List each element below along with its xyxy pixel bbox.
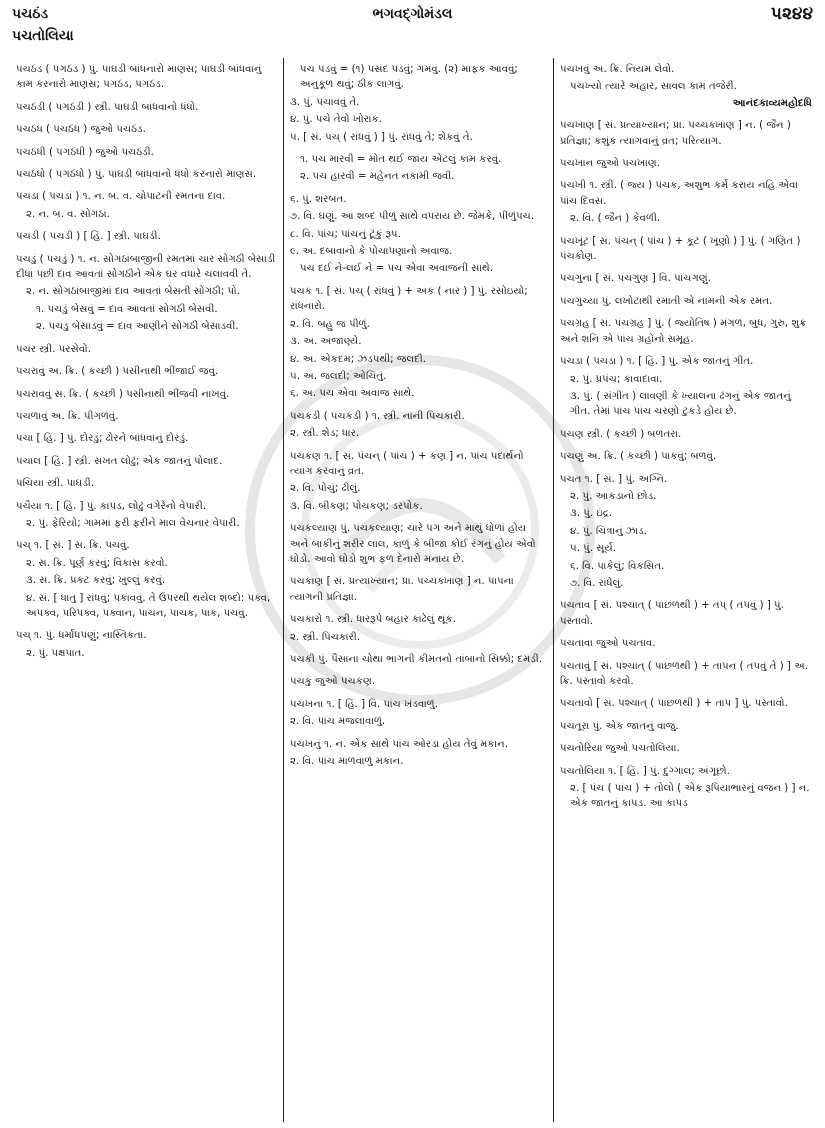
dictionary-entry: ૨. પું. ફેરિયો; ગામમાં ફરી ફરીને માલ વેચનાર વેપારી. (26, 517, 240, 529)
dictionary-entry: પચરાવું અ. ક્રિ. ( કચ્છી ) પસીનાથી ભીંજાઈ જવું. (16, 366, 219, 378)
column-1 (10, 58, 283, 1122)
dictionary-entry: પચતાવું [ સં. પશ્ચાત્ ( પાછળથી ) + તાપન ( તપવું તે ) ] અ. ક્રિ. પસ્તાવો કરવો. (560, 660, 809, 687)
dictionary-entry: પચણ સ્ત્રી. ( કચ્છી ) બળતરા. (560, 428, 682, 440)
dictionary-entry: પચગ્રહ [ સં. પંચગ્રહ ] પું. ( જ્યોતિષ ) મંગળ, બુધ, ગુરુ, શુક્ર અને શનિ એ પાંચ ગ્રહોનો સમૂહ. (560, 318, 807, 345)
dictionary-entry: પચરાવવું સ. ક્રિ. ( કચ્છી ) પસીનાથી ભીંજવી નાખવું. (16, 388, 230, 400)
dictionary-entry: પચખવું અ. ક્રિ. નિયમ લેવો. (560, 64, 675, 75)
dictionary-entry: પચઠંડ ( પગઠંડ ) પું. પાઘડી બાંધનારો માણસ; પાઘડી બાંધવાનું કામ કરનારો માણસ; પગઠંડ, પગઠંડ. (16, 64, 262, 91)
dictionary-entry: ૭. વિ. ઘણું. આ શબ્દ પીળું સાથે વપરાય છે. જેમકે, પીળુંપચ. (290, 211, 535, 223)
dictionary-entry: પચતૂરા પું. એક જાતનું વાજું. (560, 720, 679, 732)
dictionary-entry: પચકલ્યાણ પું. પંચકલ્યાણ; ચારે પગ અને માથું ધોળાં હોય અને બાકીનું શરીર લાલ, કાળું કે બીજા કોઈ રંગનું હોય એવો ઘોડો. આવો ઘોડો શુભ ફળ દેનારો મનાય છે. (290, 523, 536, 565)
dictionary-entry: પચકણ ૧. [ સં. પંચન્ ( પાંચ ) + કણ ] ન. પાંચ પદાર્થનો ત્યાગ કરવાનું વ્રત. (290, 450, 524, 477)
dictionary-entry: પચખૂંટ [ સં. પંચન્ ( પાંચ ) + કૂટ ( ખૂણો ) ] પું. ( ગણિત ) પંચકોણ. (560, 235, 801, 263)
dictionary-entry: પચણું અ. ક્રિ. ( કચ્છી ) પાકવું; બળવું. (560, 451, 717, 463)
dictionary-entry: પચકડી ( પચકડી ) ૧. સ્ત્રી. નાની પિચકારી. (290, 410, 465, 422)
dictionary-entry: પચતોરિયા જુઓ પચતોલિયા. (560, 743, 680, 755)
dictionary-entry: ૩. પું. ( સંગીત ) લાવણી કે ખ્યાલના ઢંગનું એક જાતનું ગીત. તેમાં પાંચ પાંચ ચરણો ટુકડે હોય છે. (570, 390, 791, 418)
header-book-title: ભગવદ્ગોમંડલ (372, 6, 453, 22)
dictionary-entry: ૭. વિ. રાંધેલું. (570, 577, 624, 589)
dictionary-entry: ૬. વિ. પાકેલું; વિકસિત. (570, 560, 665, 572)
dictionary-entry: ૨. પું. આકડાનો છોડ. (570, 490, 657, 502)
dictionary-entry: ૨. ન. સોગઠાંબાજીમાં દાવ આવતાં બેસતી સોગઠી; પો. (26, 286, 240, 298)
dictionary-entry: પચ્ ૧. પું. ધર્માંધપણું; નાસ્તિકતા. (16, 630, 147, 642)
dictionary-columns (10, 58, 818, 1122)
dictionary-entry: ૪. પું. પચે તેવો ખોરાક. (290, 114, 382, 126)
dictionary-entry: ૧. પચડું બેસવું = દાવ આવતાં સોગઠી બેસવી. (36, 303, 218, 315)
dictionary-entry: પચતાવા જુઓ પચતાવ. (560, 638, 656, 650)
dictionary-entry: ૨. વિ. બહુ જ પીળું. (290, 318, 370, 330)
dictionary-entry: પચખના ૧. [ હિં. ] વિ. પાંચ ખંડવાળું. (290, 698, 438, 710)
dictionary-entry: પચતાવ [ સં. પશ્ચાત્ ( પાછળથી ) + તપ્ ( તપવું ) ] પું. પસ્તાવો. (560, 600, 784, 627)
dictionary-entry: ૩. પું. પચાવવું તે. (290, 96, 360, 108)
dictionary-entry: ૧. પચ મારવી = મોત થઈ જાય એટલું કામ કરવું. (300, 154, 502, 166)
dictionary-entry: પચકારો ૧. સ્ત્રી. ધારરૂપે બહાર કાઢેલું થૂંક. (290, 614, 456, 626)
dictionary-entry: ૨. વિ. ( જૈન ) કેવળી. (570, 213, 661, 225)
dictionary-entry: પચગુના [ સં. પંચગુણ ] વિ. પાંચગણું. (560, 273, 711, 285)
dictionary-entry: ૩. અ. અજાણ્યે. (290, 336, 362, 348)
dictionary-entry: પચડા ( પચડા ) ૧. [ હિં. ] પું. એક જાતનું ગીત. (560, 356, 754, 368)
dictionary-entry: પચઠંધ ( પચઠંધ ) જુઓ પચઠંડ. (16, 124, 146, 136)
dictionary-entry: પચ્ ૧. [ સં. ] સ. ક્રિ. પચવું. (16, 540, 130, 552)
dictionary-entry: પચખનું ૧. ન. એક સાથે પાંચ ઓરડા હોય તેવું મકાન. (290, 738, 508, 750)
dictionary-entry: ૨. પચ હારવી = મહેનત નકામી જવી. (300, 171, 455, 183)
dictionary-entry: પચૈયા ૧. [ હિં. ] પું. કાપડ, લોઢું વગેરેનો વેપારી. (16, 500, 207, 512)
header-guide-word-first: પચઠંડ (12, 6, 49, 22)
dictionary-entry: પચડી ( પચડી ) [ હિં. ] સ્ત્રી. પાઘડી. (16, 231, 161, 243)
dictionary-entry: પચખી ૧. સ્ત્રી. ( જ્ય ) પંચક, અશુભ કર્મ કરાય નહિ એવા પાંચ દિવસ. (560, 180, 798, 207)
dictionary-entry: ૨. વિ. પોચું; ઢીલું. (290, 483, 361, 495)
dictionary-entry: પચાલ [ હિં. ] સ્ત્રી. સખત લોઢું; એક જાતનું પોલાદ. (16, 455, 223, 467)
dictionary-entry: પચગુચ્યા પું. લખોટાથી રમાતી એ નામની એક રમત. (560, 295, 773, 307)
dictionary-entry: પચ પડવું = (૧) પસંદ પડવું; ગમવું. (૨) માફક આવવું; અનુકૂળ થવું; ઠીક લાગવું. (300, 64, 518, 91)
dictionary-entry: પચા [ હિં. ] પું. દોરડું; ઢોરને બાંધવાનું દોરડું. (16, 433, 189, 445)
dictionary-entry: ૫. પું. સૂર્ય. (570, 543, 617, 555)
dictionary-entry: ૩. પું. ઇંદ્ર. (570, 508, 613, 520)
dictionary-entry: ૨. [ પંચ ( પાંચ ) + તોલો ( એક રૂપિયાભારનું વજન ) ] ન. એક જાતનું કાપડ. આ કાપડ (570, 783, 810, 810)
dictionary-entry: પચકી પું. પૈસાના ચોથા ભાગની કીમતનો તાંબાનો સિક્કો; દમડી. (290, 654, 543, 665)
dictionary-entry: ૨. સ્ત્રી. પિચકારી. (290, 631, 361, 643)
dictionary-entry: ૪. અ. એકદમ; ઝડપથી; જલદી. (290, 353, 427, 365)
dictionary-entry: પચઠંડી ( પગઠંડી ) સ્ત્રી. પાઘડી બાંધવાનો ધંધો. (16, 101, 199, 113)
dictionary-entry: ૪. પું. ચિત્રાનું ઝાડ. (570, 525, 647, 537)
dictionary-entry: ૬. પું. શરબત. (290, 193, 347, 205)
dictionary-entry: પચર સ્ત્રી. પરસેવો. (16, 343, 91, 355)
dictionary-entry: પચત ૧. [ સં. ] પું. અગ્નિ. (560, 473, 668, 485)
dictionary-entry: પચખાણ [ સં. પ્રત્યાખ્યાન; પ્રા. પચ્ચક્ખાણ ] ન. ( જૈન ) પ્રતિજ્ઞા; કશુંક ત્યાગવાનું વ્રત; પરિત્યાગ. (560, 120, 791, 147)
dictionary-entry: ૨. વિ. પાંચ મજલાવાળું. (290, 716, 386, 728)
dictionary-entry: ૫. [ સં. પચ્ ( રાંધવું ) ] પું. રાંધવું તે; શેકવું તે. (290, 131, 473, 143)
dictionary-entry: પચળાવું અ. ક્રિ. પીગળવું. (16, 410, 119, 422)
dictionary-entry: આનંદકાવ્યમહોદધિ (732, 97, 812, 109)
dictionary-entry: પચિયા સ્ત્રી. પાઘડી. (16, 478, 95, 490)
dictionary-entry: પચક ૧. [ સં. પચ્ ( રાંધવું ) + અક ( નાર ) ] પું. રસોઇયો; રાંધનારો. (290, 285, 528, 313)
dictionary-entry: પચઠંધો ( પગઠંધો ) પું. પાઘડી બાંધવાનો ધંધો કરનારો માણસ. (16, 169, 257, 181)
dictionary-entry: ૨. પચડું બેસાડવું = દાવ આણીને સોગઠી બેસાડવી. (36, 321, 239, 333)
dictionary-entry: ૨. પું. પ્રપંચ; કાવાદાવા. (570, 373, 663, 385)
dictionary-entry: ૨. પું. પક્ષપાત. (26, 647, 85, 659)
dictionary-entry: ૩. સ. ક્રિ. પ્રકટ કરવું; ખુલ્લું કરવું. (26, 575, 166, 587)
dictionary-entry: ૨. વિ. પાંચ માળવાળું મકાન. (290, 756, 404, 768)
dictionary-entry: ૩. વિ. બીકણ; પોચકણ; ડરપોક. (290, 500, 423, 512)
header-page-number: પ૨૪૪ (770, 4, 813, 24)
column-2 (283, 58, 553, 1122)
column-3 (553, 58, 818, 1122)
dictionary-entry: ૨. સ્ત્રી. શેડ; ધાર. (290, 428, 360, 440)
dictionary-entry: પચકાણ [ સં. પ્રત્યાખ્યાન; પ્રા. પચ્ચક્ખાણ ] ન. પાપના ત્યાગની પ્રતિજ્ઞા. (290, 576, 514, 603)
header-guide-word-last: પચતોલિયા (12, 28, 74, 44)
dictionary-entry: ૬. અ. પચ એવા અવાજ સાથે. (290, 388, 415, 400)
dictionary-entry: ૪. સં. [ ધાતુ ] રાંધવું; પકાવવું. તે ઉપરથી થયેલ શબ્દો: પક્વ, અપક્વ, પરિપક્વ, પક્વાન, પાચન, પાચક, પાક, પચવું. (26, 592, 271, 619)
dictionary-entry: પચખાન જુઓ પચખાણ. (560, 158, 661, 170)
dictionary-entry: પચકું જુઓ પચકણ. (290, 676, 376, 688)
dictionary-entry: પચ દઈ ને-લઈ ને = પચ એવા અવાજની સાથે. (300, 263, 494, 275)
dictionary-entry: પચડા ( પચડાં ) ૧. ન. બ. વ. ચોપાટની રમતના દાવ. (16, 191, 226, 203)
page-header (0, 0, 825, 44)
dictionary-entry: પચતાવો [ સં. પશ્ચાત્ ( પાછળથી ) + તાપ ] પું. પસ્તાવો. (560, 698, 788, 710)
dictionary-entry: ૨. સ. ક્રિ. પૂર્ણ કરવું; વિકાસ કરવો. (26, 557, 168, 569)
dictionary-entry: પચડું ( પચડું ) ૧. ન. સોગઠાંબાજીની રમતમાં ચાર સોગઠી બેસાડી દીધા પછી દાવ આવતાં સોગઠીને એક ઘર વધારે ચલાવવી તે. (16, 253, 276, 281)
dictionary-entry: ૫. અ. જલદી; ઓચિંતું. (290, 370, 387, 382)
dictionary-entry: પચખ્યો ત્યારે અહાર, સાવલ કામ તજેરી. (570, 81, 737, 93)
dictionary-entry: ૮. વિ. પાંચ; પાંચનું ટૂંકું રૂપ. (290, 228, 401, 240)
dictionary-entry: પચઠંધી ( પગઠંધી ) જુઓ પચઠંડી. (16, 146, 154, 158)
dictionary-entry: ૨. ન. બ. વ. સોગઠાં. (26, 208, 110, 220)
dictionary-entry: પચતોલિયા ૧. [ હિં. ] પું. દુગ્ગાલ; અંગૂછો. (560, 765, 730, 777)
dictionary-entry: ૯. અ. દબાવાનો કે પોચાપણાનો અવાજ. (290, 246, 453, 258)
